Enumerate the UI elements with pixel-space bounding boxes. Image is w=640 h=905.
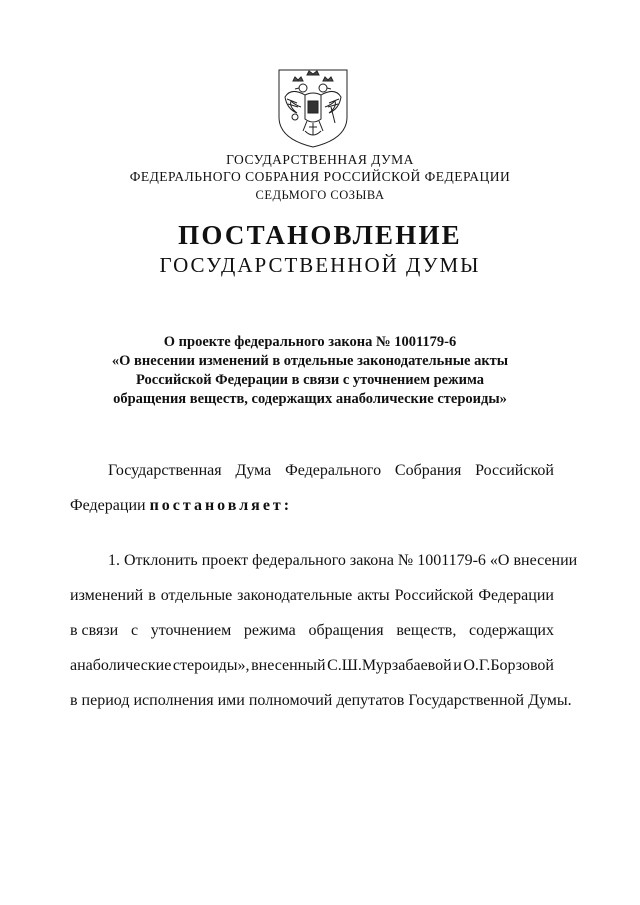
russian-coat-of-arms-icon — [275, 67, 351, 149]
word: обращения — [308, 622, 384, 639]
document-title: ПОСТАНОВЛЕНИЕ — [178, 220, 462, 250]
word: законодательные — [237, 587, 353, 604]
word: и — [453, 657, 462, 674]
word: в связи — [70, 622, 119, 639]
preamble-start: Федерации — [70, 497, 146, 514]
item1-line-3 — [70, 622, 554, 640]
word: отдельные — [160, 587, 233, 604]
word: Федерации — [478, 587, 554, 604]
word: стероиды», — [172, 657, 250, 674]
item1-line-2 — [70, 587, 554, 605]
preamble-line-1 — [108, 462, 554, 480]
word: С.Ш.Мурзабаевой — [327, 657, 452, 674]
word: внесенный — [251, 657, 326, 674]
word: Российской — [475, 462, 554, 479]
header-line-2: ФЕДЕРАЛЬНОГО СОБРАНИЯ РОССИЙСКОЙ ФЕДЕРАЦИИ — [129, 169, 511, 184]
word: содержащих — [469, 622, 554, 639]
subject-line: «О внесении изменений в отдельные законодательные акты — [111, 353, 509, 369]
word: акты — [357, 587, 390, 604]
item1-line-1: 1. Отклонить проект федерального закона № 1001179-6 «О внесении — [108, 552, 578, 569]
word: режима — [243, 622, 296, 639]
item1-line-5: в период исполнения ими полномочий депутатов Государственной Думы. — [70, 692, 572, 709]
word: Дума — [235, 462, 272, 479]
subject-line: О проекте федерального закона № 1001179-6 — [163, 334, 457, 350]
word: веществ, — [396, 622, 457, 639]
subject-line: обращения веществ, содержащих анаболические стероиды» — [113, 391, 507, 407]
word: уточнением — [150, 622, 232, 639]
subject-line: Российской Федерации в связи с уточнением режима — [136, 372, 484, 388]
preamble-line-2 — [70, 497, 292, 515]
word: Российской — [394, 587, 474, 604]
preamble-decree-verb: постановляет: — [149, 497, 293, 514]
word: Федерального — [285, 462, 382, 479]
word: О.Г.Борзовой — [463, 657, 554, 674]
word: Собрания — [394, 462, 462, 479]
header-line-1: ГОСУДАРСТВЕННАЯ ДУМА — [226, 152, 414, 167]
item1-line-4 — [70, 657, 554, 675]
word: Государственная — [108, 462, 222, 479]
header-line-3: СЕДЬМОГО СОЗЫВА — [255, 188, 385, 202]
word: в — [148, 587, 156, 604]
document-subtitle: ГОСУДАРСТВЕННОЙ ДУМЫ — [159, 253, 481, 277]
subject-block — [90, 333, 530, 409]
word: анаболические — [70, 657, 172, 674]
word: изменений — [70, 587, 144, 604]
word: с — [130, 622, 139, 639]
